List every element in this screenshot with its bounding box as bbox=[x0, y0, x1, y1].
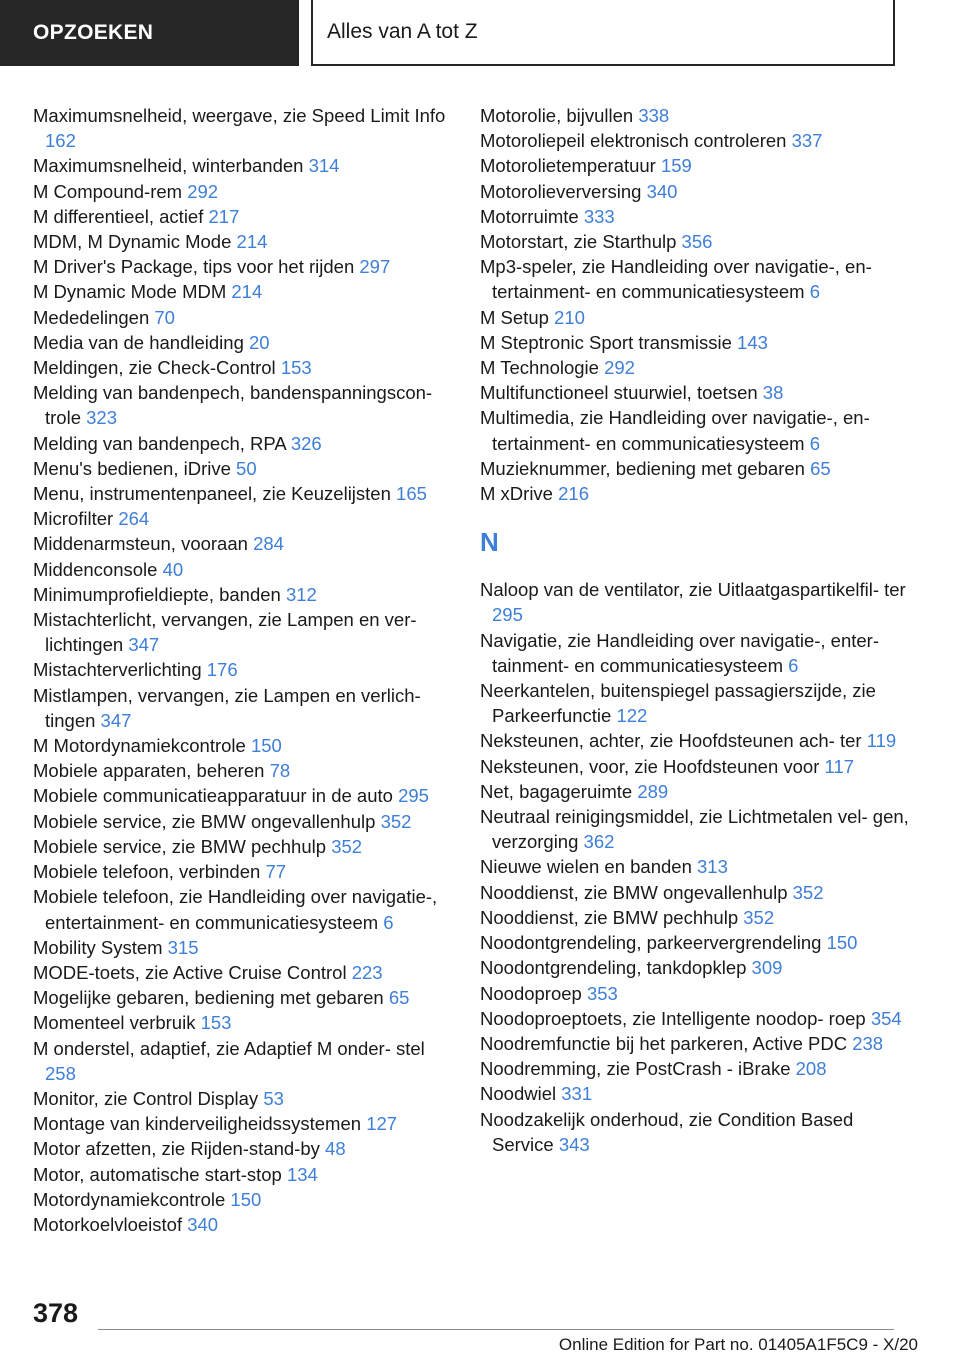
index-entry bbox=[33, 1162, 453, 1187]
entry-term: Motorolie, bijvullen bbox=[480, 105, 634, 126]
index-entry bbox=[33, 985, 453, 1010]
page-reference-link[interactable]: 352 bbox=[792, 881, 824, 903]
index-entry bbox=[480, 204, 910, 229]
entry-term: MODE-toets, zie Active Cruise Control bbox=[33, 961, 347, 983]
index-entry bbox=[33, 960, 453, 985]
entry-term: Motorstart, zie Starthulp bbox=[480, 231, 677, 253]
chapter-title: Alles van A tot Z bbox=[311, 0, 895, 66]
page-reference-link[interactable]: 143 bbox=[737, 331, 768, 353]
page-reference-link[interactable]: 297 bbox=[359, 256, 391, 278]
page-reference-link[interactable]: 352 bbox=[743, 906, 775, 928]
entry-term: Noodzakelijk onderhoud, zie Condition Based Service bbox=[480, 1108, 854, 1155]
entry-term: Mistachterverlichting bbox=[33, 659, 202, 681]
index-entry bbox=[33, 330, 453, 355]
entry-term: Multifunctioneel stuurwiel, toetsen bbox=[480, 382, 758, 404]
entry-term: Microfilter bbox=[33, 508, 114, 530]
index-entry bbox=[33, 1187, 453, 1212]
index-entry bbox=[33, 1086, 453, 1111]
page-reference-link[interactable]: 264 bbox=[118, 508, 150, 530]
entry-term: M Motordynamiekcontrole bbox=[33, 735, 246, 757]
entry-term: Motorkoelvloeistof bbox=[33, 1213, 183, 1235]
index-entry bbox=[33, 179, 453, 204]
entry-term: M xDrive bbox=[480, 483, 553, 505]
entry-term: Media van de handleiding bbox=[33, 331, 244, 353]
page-header bbox=[0, 0, 960, 66]
entry-term: Nooddienst, zie BMW pechhulp bbox=[480, 906, 739, 928]
page-reference-link[interactable]: 216 bbox=[558, 483, 589, 505]
index-entry bbox=[33, 657, 453, 682]
entry-term: M Technologie bbox=[480, 357, 599, 379]
entry-term: MDM, M Dynamic Mode bbox=[33, 231, 232, 253]
entry-term: M Setup bbox=[480, 306, 549, 328]
index-group-n bbox=[480, 577, 910, 1157]
page-reference-link[interactable]: 134 bbox=[286, 1163, 318, 1185]
index-entry bbox=[33, 456, 453, 481]
page-reference-link[interactable]: 119 bbox=[866, 730, 897, 752]
index-entry bbox=[480, 330, 910, 355]
index-entry bbox=[33, 1136, 453, 1161]
index-entry bbox=[33, 103, 453, 153]
entry-term: Noodontgrendeling, tankdopklep bbox=[480, 957, 747, 979]
index-entry bbox=[33, 1036, 453, 1086]
index-entry bbox=[480, 179, 910, 204]
page-reference-link[interactable]: 150 bbox=[250, 735, 282, 757]
index-entry bbox=[33, 481, 453, 506]
entry-term: Mobility System bbox=[33, 936, 163, 958]
page-reference-link[interactable]: 77 bbox=[265, 861, 287, 883]
entry-term: Monitor, zie Control Display bbox=[33, 1087, 259, 1109]
page-reference-link[interactable]: 53 bbox=[263, 1087, 284, 1109]
page-reference-link[interactable]: 362 bbox=[583, 831, 615, 853]
index-entry bbox=[33, 355, 453, 380]
page-reference-link[interactable]: 150 bbox=[230, 1188, 262, 1210]
page-reference-link[interactable]: 117 bbox=[824, 755, 855, 777]
entry-term: M Dynamic Mode MDM bbox=[33, 281, 227, 303]
page-reference-link[interactable]: 340 bbox=[646, 180, 678, 202]
page-reference-link[interactable]: 6 bbox=[788, 654, 799, 676]
index-entry bbox=[480, 577, 910, 627]
page-reference-link[interactable]: 6 bbox=[809, 432, 821, 454]
index-entry bbox=[480, 880, 910, 905]
index-entry bbox=[33, 783, 453, 808]
entry-term: Momenteel verbruik bbox=[33, 1012, 196, 1034]
page-reference-link[interactable]: 217 bbox=[208, 205, 240, 227]
page-reference-link[interactable]: 354 bbox=[870, 1007, 902, 1029]
page-reference-link[interactable]: 122 bbox=[616, 705, 648, 727]
page-reference-link[interactable]: 165 bbox=[396, 483, 427, 505]
page-reference-link[interactable]: 315 bbox=[167, 936, 199, 958]
index-entry bbox=[480, 905, 910, 930]
page-reference-link[interactable]: 289 bbox=[637, 780, 669, 802]
page-reference-link[interactable]: 352 bbox=[380, 810, 412, 832]
entry-term: Nieuwe wielen en banden bbox=[480, 856, 692, 878]
index-entry bbox=[480, 128, 910, 153]
entry-term: Middenconsole bbox=[33, 558, 158, 580]
entry-term: Multimedia, zie Handleiding over navigatie-, en‐ tertainment- en communicatiesysteem bbox=[480, 407, 870, 454]
index-entry bbox=[33, 884, 453, 934]
page-reference-link[interactable]: 284 bbox=[253, 533, 284, 555]
index-entry bbox=[33, 582, 453, 607]
page-reference-link[interactable]: 295 bbox=[398, 785, 429, 807]
page-reference-link[interactable]: 214 bbox=[236, 231, 268, 253]
index-entry bbox=[33, 607, 453, 657]
index-entry bbox=[33, 380, 453, 430]
edition-note: Online Edition for Part no. 01405A1F5C9 - X/20 bbox=[558, 1335, 918, 1354]
page-reference-link[interactable]: 292 bbox=[604, 357, 635, 379]
page-reference-link[interactable]: 70 bbox=[154, 306, 175, 328]
entry-term: Mobiele service, zie BMW ongevallenhulp bbox=[33, 810, 376, 832]
page-reference-link[interactable]: 309 bbox=[751, 957, 783, 979]
page-reference-link[interactable]: 6 bbox=[383, 911, 394, 933]
index-entry bbox=[480, 981, 910, 1006]
page-reference-link[interactable]: 314 bbox=[308, 155, 340, 177]
page-reference-link[interactable]: 159 bbox=[660, 155, 692, 177]
page-number: 378 bbox=[33, 1298, 79, 1328]
entry-term: Motor, automatische start-stop bbox=[33, 1163, 282, 1185]
index-entry bbox=[33, 204, 453, 229]
page-reference-link[interactable]: 78 bbox=[269, 760, 291, 782]
footer-divider bbox=[98, 1329, 894, 1330]
index-group-m bbox=[480, 103, 910, 506]
page-reference-link[interactable]: 340 bbox=[187, 1213, 219, 1235]
page-reference-link[interactable]: 313 bbox=[697, 856, 728, 878]
entry-term: Mistlampen, vervangen, zie Lampen en verlich‐ tingen bbox=[33, 684, 421, 731]
index-column-right bbox=[480, 103, 910, 1157]
index-entry bbox=[480, 355, 910, 380]
index-entry bbox=[33, 229, 453, 254]
page-reference-link[interactable]: 65 bbox=[388, 987, 410, 1009]
index-entry bbox=[33, 758, 453, 783]
section-tab: OPZOEKEN bbox=[0, 0, 299, 66]
index-entry bbox=[33, 859, 453, 884]
page-reference-link[interactable]: 337 bbox=[791, 130, 823, 152]
entry-term: Montage van kinderveiligheidssystemen bbox=[33, 1113, 362, 1135]
entry-term: Minimumprofieldiepte, banden bbox=[33, 583, 281, 605]
entry-term: Noodremfunctie bij het parkeren, Active PDC bbox=[480, 1032, 848, 1054]
page-reference-link[interactable]: 210 bbox=[554, 306, 585, 328]
index-entry bbox=[33, 305, 453, 330]
entry-term: M differentieel, actief bbox=[33, 205, 204, 227]
page-reference-link[interactable]: 292 bbox=[187, 180, 219, 202]
page-reference-link[interactable]: 208 bbox=[795, 1058, 827, 1080]
page-reference-link[interactable]: 353 bbox=[586, 982, 618, 1004]
index-entry bbox=[480, 728, 910, 753]
index-entry bbox=[480, 405, 910, 455]
page-reference-link[interactable]: 238 bbox=[852, 1032, 884, 1054]
page-reference-link[interactable]: 48 bbox=[325, 1138, 346, 1160]
entry-term: M onderstel, adaptief, zie Adaptief M onder‐ stel bbox=[33, 1037, 425, 1059]
page-reference-link[interactable]: 223 bbox=[351, 961, 383, 983]
entry-term: Mogelijke gebaren, bediening met gebaren bbox=[33, 987, 384, 1009]
index-entry bbox=[33, 153, 453, 178]
entry-term: Meldingen, zie Check-Control bbox=[33, 357, 276, 379]
page-reference-link[interactable]: 65 bbox=[810, 457, 831, 479]
entry-term: Noodoproeptoets, zie Intelligente noodop‐ roep bbox=[480, 1007, 866, 1029]
entry-term: Motorruimte bbox=[480, 205, 579, 227]
index-entry bbox=[480, 854, 910, 879]
index-entry bbox=[480, 456, 910, 481]
entry-term: Motorolietemperatuur bbox=[480, 155, 656, 177]
entry-term: Mobiele communicatieapparatuur in de auto bbox=[33, 785, 393, 807]
index-entry bbox=[33, 683, 453, 733]
index-entry bbox=[33, 733, 453, 758]
entry-term: M Driver's Package, tips voor het rijden bbox=[33, 256, 355, 278]
entry-term: Navigatie, zie Handleiding over navigatie-, enter‐ tainment- en communicatiesysteem bbox=[480, 629, 879, 676]
index-entry bbox=[33, 531, 453, 556]
entry-term: Neutraal reinigingsmiddel, zie Lichtmetalen vel‐ gen, verzorging bbox=[480, 806, 909, 853]
index-entry bbox=[480, 804, 910, 854]
page-reference-link[interactable]: 312 bbox=[285, 583, 317, 605]
page-reference-link[interactable]: 153 bbox=[200, 1012, 232, 1034]
entry-term: Mistachterlicht, vervangen, zie Lampen en ver‐ lichtingen bbox=[33, 609, 417, 656]
index-entry bbox=[33, 279, 453, 304]
page-reference-link[interactable]: 50 bbox=[236, 457, 257, 479]
page-reference-link[interactable]: 326 bbox=[290, 432, 322, 454]
index-entry bbox=[480, 754, 910, 779]
page-reference-link[interactable]: 6 bbox=[809, 281, 821, 303]
entry-term: Noodontgrendeling, parkeervergrendeling bbox=[480, 932, 822, 954]
page-reference-link[interactable]: 331 bbox=[561, 1083, 593, 1105]
index-entry bbox=[480, 628, 910, 678]
entry-term: Noodremming, zie PostCrash - iBrake bbox=[480, 1058, 791, 1080]
index-entry bbox=[33, 834, 453, 859]
index-entry bbox=[33, 935, 453, 960]
index-entry bbox=[480, 305, 910, 330]
index-entry bbox=[480, 481, 910, 506]
entry-term: Mededelingen bbox=[33, 306, 150, 328]
letter-heading-n: N bbox=[480, 527, 499, 558]
page-reference-link[interactable]: 258 bbox=[45, 1062, 76, 1084]
entry-term: Mobiele telefoon, verbinden bbox=[33, 861, 261, 883]
entry-term: Menu's bedienen, iDrive bbox=[33, 457, 231, 479]
index-entry bbox=[480, 1056, 910, 1081]
index-entry bbox=[480, 955, 910, 980]
entry-term: Net, bagageruimte bbox=[480, 780, 633, 802]
page-reference-link[interactable]: 162 bbox=[45, 130, 76, 152]
entry-term: Noodwiel bbox=[480, 1083, 557, 1105]
page-reference-link[interactable]: 153 bbox=[280, 357, 312, 379]
index-entry bbox=[33, 1111, 453, 1136]
entry-term: M Steptronic Sport transmissie bbox=[480, 331, 732, 353]
entry-term: Motoroliepeil elektronisch controleren bbox=[480, 130, 787, 152]
entry-term: Mp3-speler, zie Handleiding over navigatie-, en‐ tertainment- en communicatiesysteem bbox=[480, 256, 872, 303]
entry-term: Menu, instrumentenpaneel, zie Keuzelijsten bbox=[33, 483, 391, 505]
entry-term: Motor afzetten, zie Rijden-stand-by bbox=[33, 1138, 320, 1160]
entry-term: Neksteunen, voor, zie Hoofdsteunen voor bbox=[480, 755, 820, 777]
index-entry bbox=[480, 380, 910, 405]
index-entry bbox=[480, 678, 910, 728]
page-reference-link[interactable]: 352 bbox=[331, 835, 363, 857]
entry-term: Nooddienst, zie BMW ongevallenhulp bbox=[480, 881, 788, 903]
page-reference-link[interactable]: 176 bbox=[206, 659, 238, 681]
page-reference-link[interactable]: 338 bbox=[638, 105, 670, 126]
page-reference-link[interactable]: 333 bbox=[583, 205, 615, 227]
index-entry bbox=[480, 103, 910, 128]
entry-term: Noodoproep bbox=[480, 982, 582, 1004]
index-entry bbox=[480, 229, 910, 254]
entry-term: M Compound-rem bbox=[33, 180, 183, 202]
index-entry bbox=[480, 254, 910, 304]
index-entry bbox=[33, 557, 453, 582]
entry-term: Mobiele apparaten, beheren bbox=[33, 760, 265, 782]
page-reference-link[interactable]: 295 bbox=[492, 604, 523, 626]
entry-term: Motordynamiekcontrole bbox=[33, 1188, 226, 1210]
entry-term: Naloop van de ventilator, zie Uitlaatgaspartikelfil‐ ter bbox=[480, 579, 906, 601]
entry-term: Muzieknummer, bediening met gebaren bbox=[480, 457, 805, 479]
index-entry bbox=[33, 809, 453, 834]
index-entry bbox=[480, 1006, 910, 1031]
entry-term: Neksteunen, achter, zie Hoofdsteunen ach‐ ter bbox=[480, 730, 862, 752]
entry-term: Mobiele service, zie BMW pechhulp bbox=[33, 835, 327, 857]
page-reference-link[interactable]: 343 bbox=[558, 1133, 590, 1155]
entry-term: Motorolieverversing bbox=[480, 180, 642, 202]
index-entry bbox=[480, 930, 910, 955]
index-entry bbox=[480, 1107, 910, 1157]
page-reference-link[interactable]: 20 bbox=[249, 331, 270, 353]
entry-term: Neerkantelen, buitenspiegel passagierszijde, zie Parkeerfunctie bbox=[480, 680, 876, 727]
entry-term: Middenarmsteun, vooraan bbox=[33, 533, 248, 555]
index-entry bbox=[33, 506, 453, 531]
page-reference-link[interactable]: 127 bbox=[366, 1113, 398, 1135]
page-reference-link[interactable]: 40 bbox=[162, 558, 184, 580]
index-entry bbox=[33, 1212, 453, 1237]
entry-term: Maximumsnelheid, winterbanden bbox=[33, 155, 304, 177]
entry-term: Mobiele telefoon, zie Handleiding over navigatie-, entertainment- en communicatiesysteem bbox=[33, 886, 438, 933]
index-entry bbox=[480, 153, 910, 178]
page-reference-link[interactable]: 323 bbox=[86, 407, 118, 429]
index-entry bbox=[33, 1010, 453, 1035]
page-reference-link[interactable]: 347 bbox=[128, 634, 160, 656]
page-reference-link[interactable]: 150 bbox=[826, 932, 858, 954]
page-reference-link[interactable]: 214 bbox=[231, 281, 263, 303]
index-entry bbox=[480, 1031, 910, 1056]
index-entry bbox=[480, 779, 910, 804]
index-entry bbox=[33, 431, 453, 456]
index-entry bbox=[33, 254, 453, 279]
page-reference-link[interactable]: 38 bbox=[762, 382, 784, 404]
index-entry bbox=[480, 1081, 910, 1106]
page-reference-link[interactable]: 347 bbox=[100, 709, 132, 731]
index-column-left bbox=[33, 103, 453, 1237]
entry-term: Maximumsnelheid, weergave, zie Speed Limit Info bbox=[33, 105, 446, 126]
page-reference-link[interactable]: 356 bbox=[681, 231, 713, 253]
entry-term: Melding van bandenpech, RPA bbox=[33, 432, 286, 454]
entry-term: Melding van bandenpech, bandenspanningscon‐ trole bbox=[33, 382, 433, 429]
